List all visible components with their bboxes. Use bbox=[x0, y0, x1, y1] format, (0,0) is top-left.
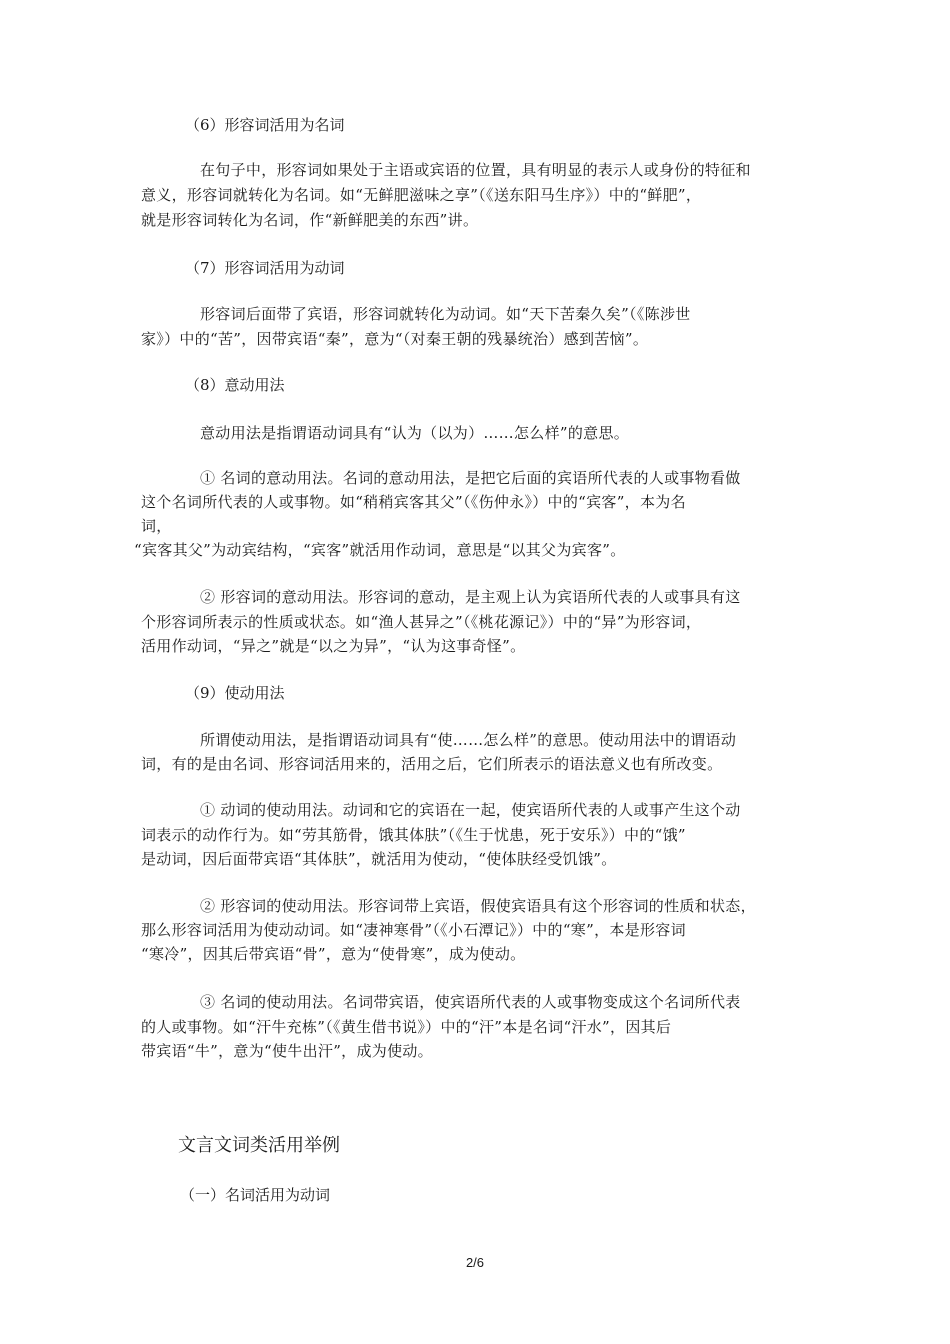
paragraph-9-3-line-3: 带宾语“牛”，意为“使牛出汗”，成为使动。 bbox=[141, 1042, 433, 1060]
paragraph-9-2-line-3: “寒冷”，因其后带宾语“骨”，意为“使骨寒”，成为使动。 bbox=[141, 945, 526, 963]
paragraph-8-1-line-1: ① 名词的意动用法。名词的意动用法，是把它后面的宾语所代表的人或事物看做 bbox=[200, 469, 741, 487]
paragraph-7-line-1: 形容词后面带了宾语，形容词就转化为动词。如“天下苦秦久矣”（《陈涉世 bbox=[200, 305, 691, 323]
paragraph-9-2-line-1: ② 形容词的使动用法。形容词带上宾语，假使宾语具有这个形容词的性质和状态， bbox=[200, 897, 756, 915]
paragraph-6-line-2: 意义，形容词就转化为名词。如“无鲜肥滋味之享”（《送东阳马生序》）中的“鲜肥”， bbox=[141, 186, 702, 204]
paragraph-9-1-line-3: 是动词，因后面带宾语“其体肤”，就活用为使动，“使体肤经受饥饿”。 bbox=[141, 850, 617, 868]
heading-6: （6）形容词活用为名词 bbox=[185, 116, 345, 134]
paragraph-9-1-line-1: ① 动词的使动用法。动词和它的宾语在一起，使宾语所代表的人或事产生这个动 bbox=[200, 801, 741, 819]
paragraph-7-line-2: 家》）中的“苦”，因带宾语“秦”，意为“（对秦王朝的残暴统治）感到苦恼”。 bbox=[141, 330, 649, 348]
paragraph-9-2-line-2: 那么形容词活用为使动动词。如“凄神寒骨”（《小石潭记》）中的“寒”，本是形容词 bbox=[141, 921, 686, 939]
paragraph-8-1-line-2: 这个名词所代表的人或事物。如“稍稍宾客其父”（《伤仲永》）中的“宾客”，本为名 bbox=[141, 493, 686, 511]
paragraph-8-2-line-3: 活用作动词，“异之”就是“以之为异”，“认为这事奇怪”。 bbox=[141, 637, 526, 655]
paragraph-9-intro-line-1: 所谓使动用法，是指谓语动词具有“使……怎么样”的意思。使动用法中的谓语动 bbox=[200, 731, 737, 749]
paragraph-9-3-line-2: 的人或事物。如“汗牛充栋”（《黄生借书说》）中的“汗”本是名词“汗水”，因其后 bbox=[141, 1018, 672, 1036]
paragraph-6-line-1: 在句子中，形容词如果处于主语或宾语的位置，具有明显的表示人或身份的特征和 bbox=[200, 161, 751, 179]
examples-sub-heading: （一）名词活用为动词 bbox=[180, 1186, 331, 1204]
paragraph-8-2-line-1: ② 形容词的意动用法。形容词的意动，是主观上认为宾语所代表的人或事具有这 bbox=[200, 588, 741, 606]
heading-8: （8）意动用法 bbox=[185, 376, 285, 394]
paragraph-9-intro-line-2: 词，有的是由名词、形容词活用来的，活用之后，它们所表示的语法意义也有所改变。 bbox=[141, 755, 723, 773]
examples-title: 文言文词类活用举例 bbox=[178, 1135, 340, 1156]
heading-7: （7）形容词活用为动词 bbox=[185, 259, 345, 277]
paragraph-9-3-line-1: ③ 名词的使动用法。名词带宾语，使宾语所代表的人或事物变成这个名词所代表 bbox=[200, 993, 741, 1011]
paragraph-8-2-line-2: 个形容词所表示的性质或状态。如“渔人甚异之”（《桃花源记》）中的“异”为形容词， bbox=[141, 613, 702, 631]
paragraph-8-1-line-3: 词， bbox=[141, 517, 172, 535]
heading-9: （9）使动用法 bbox=[185, 684, 285, 702]
page-number: 2/6 bbox=[465, 1255, 485, 1270]
paragraph-8-intro: 意动用法是指谓语动词具有“认为（以为）……怎么样”的意思。 bbox=[200, 424, 630, 442]
paragraph-8-1-line-4: “宾客其父”为动宾结构，“宾客”就活用作动词，意思是“以其父为宾客”。 bbox=[134, 541, 626, 559]
paragraph-9-1-line-2: 词表示的动作行为。如“劳其筋骨，饿其体肤”（《生于忧患，死于安乐》）中的“饿” bbox=[141, 826, 686, 844]
paragraph-6-line-3: 就是形容词转化为名词，作“新鲜肥美的东西”讲。 bbox=[141, 211, 479, 229]
